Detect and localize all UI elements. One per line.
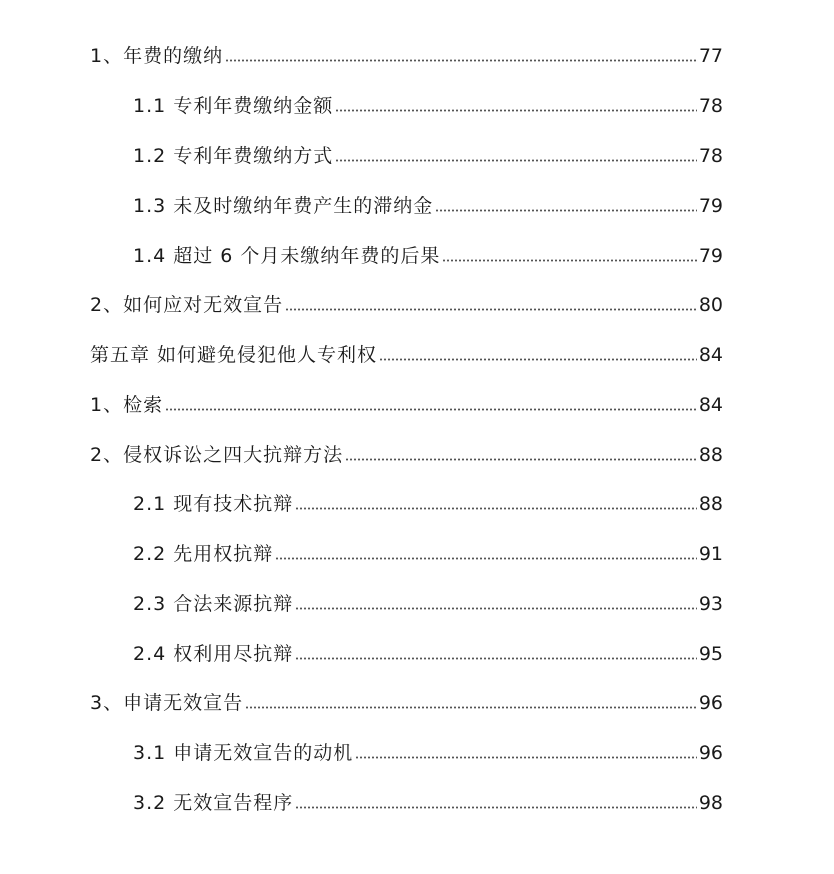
- toc-entry-title: 1、检索: [90, 394, 164, 416]
- toc-entry-page: 96: [698, 692, 723, 714]
- toc-entry-page: 96: [698, 742, 723, 764]
- toc-entry[interactable]: [133, 188, 723, 218]
- toc-entry[interactable]: [133, 238, 723, 268]
- toc-entry-page: 93: [698, 593, 723, 615]
- toc-dot-leader: [295, 606, 697, 611]
- toc-entry-page: 84: [698, 344, 723, 366]
- toc-entry-title: 1.3 未及时缴纳年费产生的滞纳金: [133, 195, 434, 217]
- toc-entry[interactable]: [133, 636, 723, 666]
- toc-entry[interactable]: [90, 337, 723, 367]
- toc-entry[interactable]: [133, 138, 723, 168]
- toc-entry[interactable]: [133, 735, 723, 765]
- toc-dot-leader: [225, 58, 697, 63]
- toc-dot-leader: [355, 755, 697, 760]
- toc-entry-page: 88: [698, 493, 723, 515]
- toc-entry-page: 79: [698, 245, 723, 267]
- toc-entry[interactable]: [90, 437, 723, 467]
- toc-entry-page: 77: [698, 45, 723, 67]
- toc-dot-leader: [335, 108, 697, 113]
- toc-entry[interactable]: [90, 38, 723, 68]
- toc-entry-page: 78: [698, 95, 723, 117]
- toc-dot-leader: [275, 556, 697, 561]
- toc-entry[interactable]: [90, 287, 723, 317]
- toc-entry-title: 2.2 先用权抗辩: [133, 543, 274, 565]
- toc-entry-title: 2、侵权诉讼之四大抗辩方法: [90, 444, 344, 466]
- toc-entry-page: 80: [698, 294, 723, 316]
- toc-entry[interactable]: [133, 785, 723, 815]
- toc-entry-title: 3.2 无效宣告程序: [133, 792, 294, 814]
- toc-dot-leader: [165, 407, 697, 412]
- toc-entry-page: 91: [698, 543, 723, 565]
- toc-entry-title: 2、如何应对无效宣告: [90, 294, 284, 316]
- toc-dot-leader: [442, 258, 696, 263]
- toc-entry-page: 98: [698, 792, 723, 814]
- toc-entry-title: 3、申请无效宣告: [90, 692, 244, 714]
- toc-entry-title: 1、年费的缴纳: [90, 45, 224, 67]
- toc-entry-title: 2.4 权利用尽抗辩: [133, 643, 294, 665]
- toc-dot-leader: [295, 656, 697, 661]
- toc-dot-leader: [285, 307, 697, 312]
- toc-entry[interactable]: [90, 685, 723, 715]
- toc-entry-title: 第五章 如何避免侵犯他人专利权: [90, 344, 378, 366]
- toc-entry-page: 84: [698, 394, 723, 416]
- toc-entry-page: 88: [698, 444, 723, 466]
- toc-dot-leader: [379, 357, 697, 362]
- toc-dot-leader: [335, 158, 697, 163]
- toc-dot-leader: [295, 805, 697, 810]
- toc-entry-page: 78: [698, 145, 723, 167]
- toc-dot-leader: [245, 705, 697, 710]
- toc-entry-page: 95: [698, 643, 723, 665]
- toc-entry-title: 3.1 申请无效宣告的动机: [133, 742, 354, 764]
- toc-entry[interactable]: [133, 586, 723, 616]
- toc-entry-page: 79: [698, 195, 723, 217]
- toc-entry-title: 1.4 超过 6 个月未缴纳年费的后果: [133, 245, 441, 267]
- toc-entry-title: 2.1 现有技术抗辩: [133, 493, 294, 515]
- toc-entry[interactable]: [90, 387, 723, 417]
- toc-entry[interactable]: [133, 88, 723, 118]
- toc-entry-title: 2.3 合法来源抗辩: [133, 593, 294, 615]
- toc-entry[interactable]: [133, 536, 723, 566]
- toc-entry-title: 1.1 专利年费缴纳金额: [133, 95, 334, 117]
- toc-dot-leader: [435, 208, 697, 213]
- toc-dot-leader: [345, 457, 697, 462]
- toc-entry-title: 1.2 专利年费缴纳方式: [133, 145, 334, 167]
- toc-dot-leader: [295, 506, 697, 511]
- toc-entry[interactable]: [133, 486, 723, 516]
